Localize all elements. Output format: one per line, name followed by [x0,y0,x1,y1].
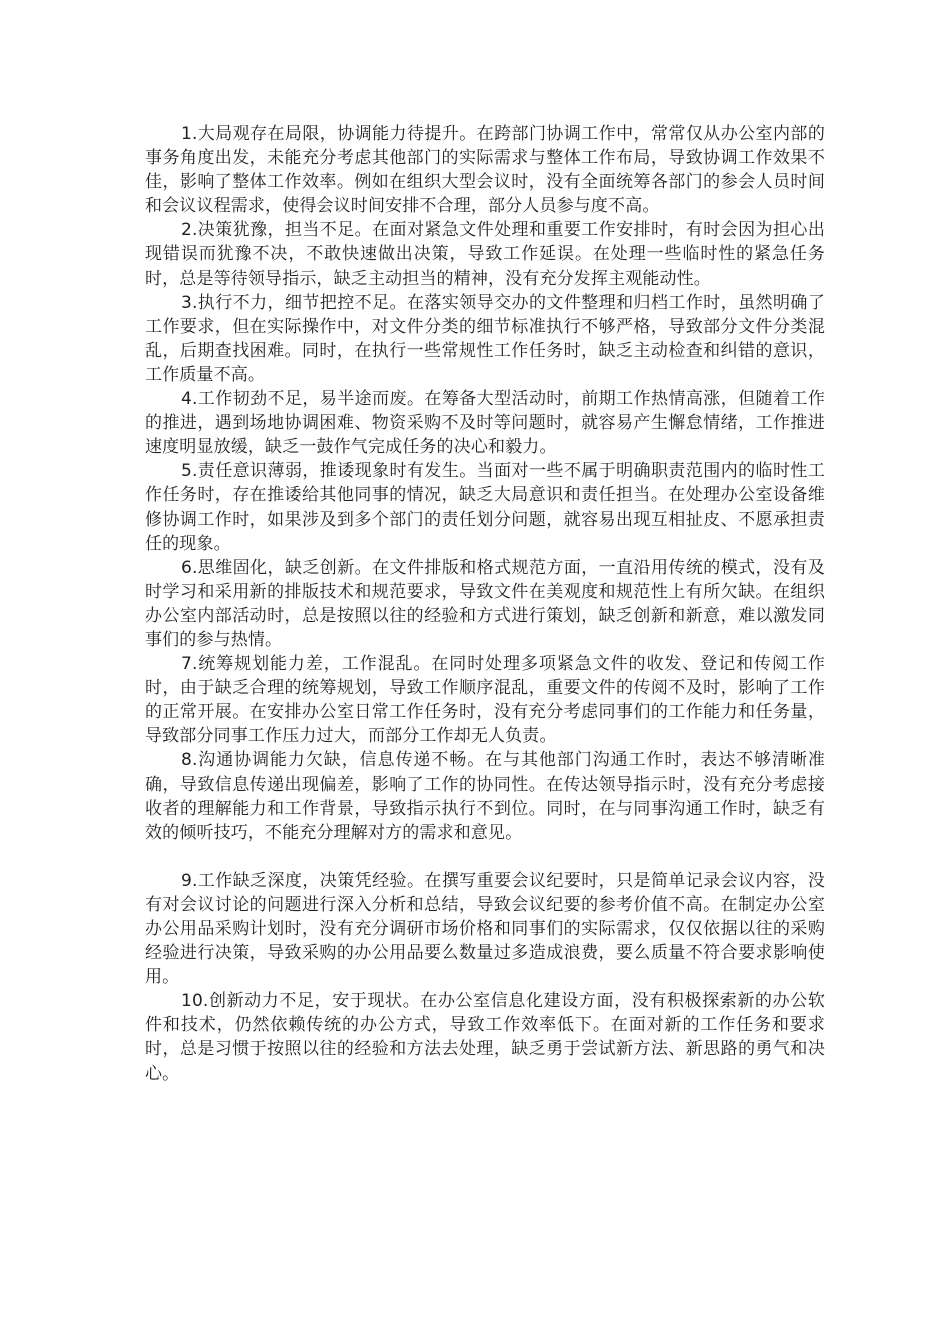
paragraph-8: 8.沟通协调能力欠缺，信息传递不畅。在与其他部门沟通工作时，表达不够清晰准确，导致信息传递出现偏差，影响了工作的协同性。在传达领导指示时，没有充分考虑接收者的理解能力和工作背景，导致指示执行不到位。同时，在与同事沟通工作时，缺乏有效的倾听技巧，不能充分理解对方的需求和意见。 [145,750,825,843]
paragraph-7: 7.统筹规划能力差，工作混乱。在同时处理多项紧急文件的收发、登记和传阅工作时，由于缺乏合理的统筹规划，导致工作顺序混乱，重要文件的传阅不及时，影响了工作的正常开展。在安排办公室日常工作任务时，没有充分考虑同事们的工作能力和任务量，导致部分同事工作压力过大，而部分工作却无人负责。 [145,654,825,747]
paragraph-6: 6.思维固化，缺乏创新。在文件排版和格式规范方面，一直沿用传统的模式，没有及时学习和采用新的排版技术和规范要求，导致文件在美观度和规范性上有所欠缺。在组织办公室内部活动时，总是按照以往的经验和方式进行策划，缺乏创新和新意，难以激发同事们的参与热情。 [145,557,825,650]
paragraph-4: 4.工作韧劲不足，易半途而废。在筹备大型活动时，前期工作热情高涨，但随着工作的推进，遇到场地协调困难、物资采购不及时等问题时，就容易产生懈怠情绪，工作推进速度明显放缓，缺乏一鼓作气完成任务的决心和毅力。 [145,389,825,458]
document-body [145,122,825,1086]
paragraph-3: 3.执行不力，细节把控不足。在落实领导交办的文件整理和归档工作时，虽然明确了工作要求，但在实际操作中，对文件分类的细节标准执行不够严格，导致部分文件分类混乱，后期查找困难。同时，在执行一些常规性工作任务时，缺乏主动检查和纠错的意识，工作质量不高。 [145,292,825,385]
paragraph-9: 9.工作缺乏深度，决策凭经验。在撰写重要会议纪要时，只是简单记录会议内容，没有对会议讨论的问题进行深入分析和总结，导致会议纪要的参考价值不高。在制定办公室办公用品采购计划时，没有充分调研市场价格和同事们的实际需求，仅仅依据以往的采购经验进行决策，导致采购的办公用品要么数量过多造成浪费，要么质量不符合要求影响使用。 [145,870,825,988]
paragraph-2: 2.决策犹豫，担当不足。在面对紧急文件处理和重要工作安排时，有时会因为担心出现错误而犹豫不决，不敢快速做出决策，导致工作延误。在处理一些临时性的紧急任务时，总是等待领导指示，缺乏主动担当的精神，没有充分发挥主观能动性。 [145,220,825,289]
paragraph-5: 5.责任意识薄弱，推诿现象时有发生。当面对一些不属于明确职责范围内的临时性工作任务时，存在推诿给其他同事的情况，缺乏大局意识和责任担当。在处理办公室设备维修协调工作时，如果涉及到多个部门的责任划分问题，就容易出现互相扯皮、不愿承担责任的现象。 [145,461,825,554]
paragraph-10: 10.创新动力不足，安于现状。在办公室信息化建设方面，没有积极探索新的办公软件和技术，仍然依赖传统的办公方式，导致工作效率低下。在面对新的工作任务和要求时，总是习惯于按照以往的经验和方法去处理，缺乏勇于尝试新方法、新思路的勇气和决心。 [145,991,825,1084]
paragraph-1: 1.大局观存在局限，协调能力待提升。在跨部门协调工作中，常常仅从办公室内部的事务角度出发，未能充分考虑其他部门的实际需求与整体工作布局，导致协调工作效果不佳，影响了整体工作效率。例如在组织大型会议时，没有全面统筹各部门的参会人员时间和会议议程需求，使得会议时间安排不合理，部分人员参与度不高。 [145,124,825,217]
